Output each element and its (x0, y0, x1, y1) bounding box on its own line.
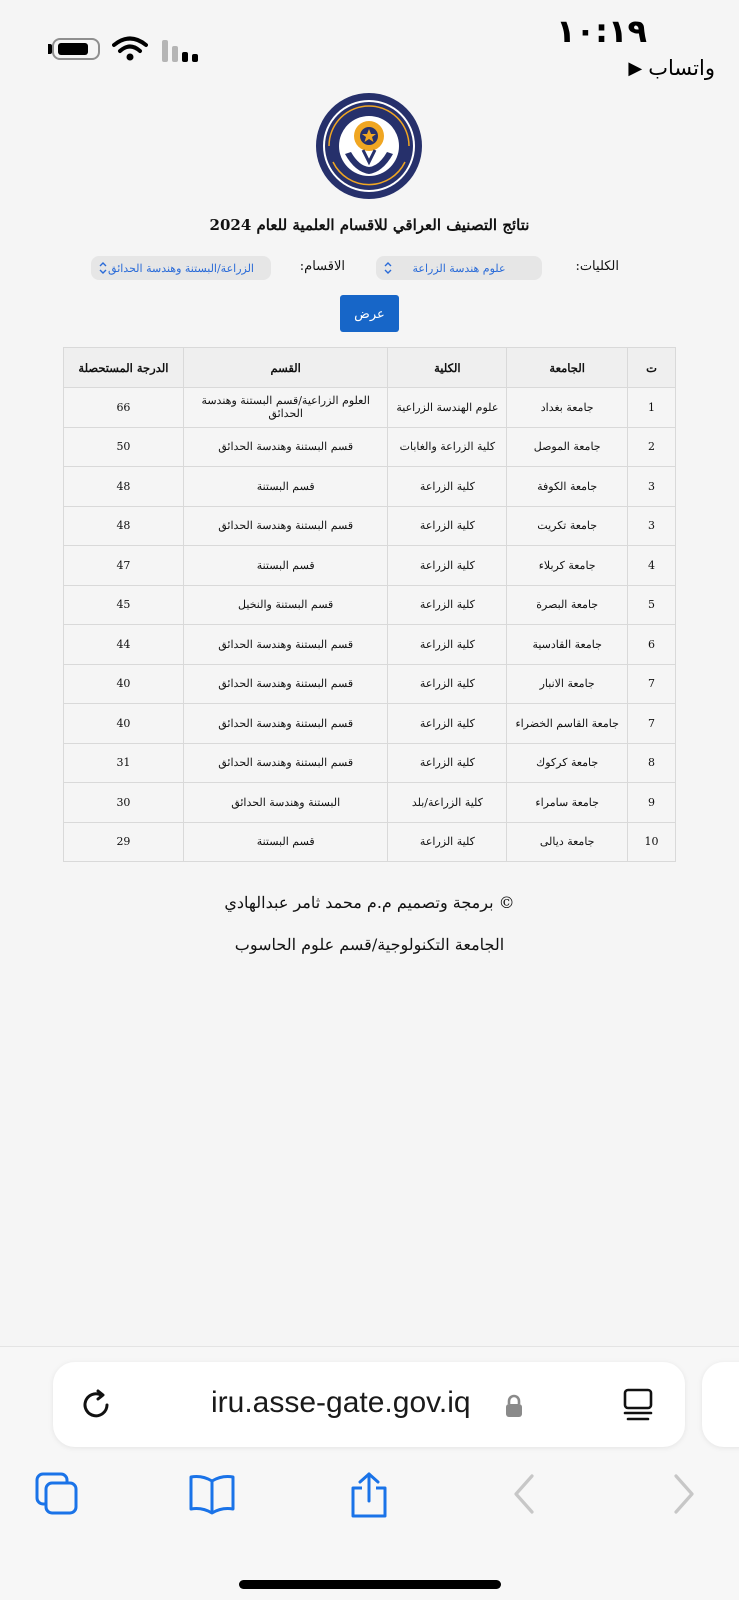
cell-rank: 7 (628, 704, 676, 744)
cell-score: 47 (64, 546, 184, 586)
cell-college: كلية الزراعة (388, 546, 507, 586)
cell-college: كلية الزراعة (388, 743, 507, 783)
cell-rank: 7 (628, 664, 676, 704)
cell-university: جامعة القاسم الخضراء (507, 704, 628, 744)
tabs-icon[interactable] (34, 1471, 80, 1517)
table-row (64, 743, 676, 783)
cell-department: العلوم الزراعية/قسم البستنة وهندسة الحدائق (183, 388, 388, 428)
cell-university: جامعة الموصل (507, 427, 628, 467)
url-text[interactable]: iru.asse-gate.gov.iq (211, 1386, 471, 1419)
table-row (64, 506, 676, 546)
status-bar (0, 0, 739, 90)
header-rank: ت (628, 348, 676, 388)
back-chevron-icon[interactable] (510, 1471, 538, 1517)
cell-score: 50 (64, 427, 184, 467)
battery-icon (52, 38, 100, 60)
table-row (64, 704, 676, 744)
table-row (64, 664, 676, 704)
cell-rank: 5 (628, 585, 676, 625)
cell-college: كلية الزراعة (388, 625, 507, 665)
cell-department: قسم البستنة (183, 467, 388, 507)
cell-score: 48 (64, 467, 184, 507)
share-icon[interactable] (349, 1471, 389, 1519)
cell-college: كلية الزراعة والغابات (388, 427, 507, 467)
table-row (64, 388, 676, 428)
cell-score: 40 (64, 664, 184, 704)
cell-college: كلية الزراعة (388, 467, 507, 507)
address-bar[interactable] (53, 1362, 685, 1447)
table-row (64, 467, 676, 507)
table-row (64, 822, 676, 862)
cell-score: 31 (64, 743, 184, 783)
reload-icon[interactable] (79, 1388, 113, 1422)
cell-score: 66 (64, 388, 184, 428)
colleges-select-value: علوم هندسة الزراعة (412, 261, 506, 275)
departments-select-value: الزراعة/البستنة وهندسة الحدائق (108, 261, 254, 275)
cell-department: قسم البستنة (183, 546, 388, 586)
cell-rank: 2 (628, 427, 676, 467)
play-arrow-icon: ▶ (628, 57, 643, 79)
cell-college: كلية الزراعة (388, 664, 507, 704)
cell-university: جامعة القادسية (507, 625, 628, 665)
cell-score: 44 (64, 625, 184, 665)
cell-university: جامعة تكريت (507, 506, 628, 546)
colleges-select[interactable] (376, 256, 542, 280)
iraqi-ranking-logo (315, 92, 423, 200)
footer-university: الجامعة التكنولوجية/قسم علوم الحاسوب (234, 935, 505, 954)
cell-department: قسم البستنة وهندسة الحدائق (183, 427, 388, 467)
back-to-app-link[interactable] (628, 56, 715, 80)
browser-toolbar (0, 1346, 739, 1600)
page-title: نتائج التصنيف العراقي للاقسام العلمية للعام 2024 (209, 216, 530, 234)
cell-university: جامعة البصرة (507, 585, 628, 625)
lock-icon (505, 1394, 523, 1418)
colleges-label: الكليات: (575, 259, 619, 274)
cell-university: جامعة سامراء (507, 783, 628, 823)
forward-chevron-icon[interactable] (670, 1471, 698, 1517)
status-time: ١٠:١٩ (556, 12, 647, 50)
header-score: الدرجة المستحصلة (64, 348, 184, 388)
cellular-signal-icon (158, 38, 200, 62)
cell-score: 30 (64, 783, 184, 823)
cell-department: قسم البستنة وهندسة الحدائق (183, 743, 388, 783)
cell-score: 29 (64, 822, 184, 862)
select-chevron-icon (384, 261, 392, 275)
table-row (64, 625, 676, 665)
cell-score: 48 (64, 506, 184, 546)
battery-tip (48, 44, 52, 54)
cell-department: قسم البستنة وهندسة الحدائق (183, 664, 388, 704)
cell-score: 40 (64, 704, 184, 744)
cell-rank: 4 (628, 546, 676, 586)
table-row (64, 585, 676, 625)
cell-university: جامعة ديالى (507, 822, 628, 862)
cell-college: كلية الزراعة (388, 822, 507, 862)
cell-college: كلية الزراعة/بلد (388, 783, 507, 823)
bookmarks-icon[interactable] (188, 1471, 236, 1517)
cell-rank: 3 (628, 506, 676, 546)
cell-rank: 10 (628, 822, 676, 862)
table-row (64, 783, 676, 823)
cell-college: كلية الزراعة (388, 585, 507, 625)
cell-college: كلية الزراعة (388, 704, 507, 744)
header-department: القسم (183, 348, 388, 388)
show-button[interactable]: عرض (340, 295, 399, 332)
departments-label: الاقسام: (299, 259, 345, 274)
header-college: الكلية (388, 348, 507, 388)
cell-department: البستنة وهندسة الحدائق (183, 783, 388, 823)
next-tab-preview[interactable] (702, 1362, 739, 1447)
cell-university: جامعة الانبار (507, 664, 628, 704)
footer-credit: © برمجة وتصميم م.م محمد ثامر عبدالهادي (224, 893, 515, 912)
cell-department: قسم البستنة وهندسة الحدائق (183, 506, 388, 546)
cell-rank: 1 (628, 388, 676, 428)
home-indicator[interactable] (239, 1580, 501, 1589)
select-chevron-icon (99, 261, 107, 275)
wifi-icon (112, 36, 148, 62)
table-row (64, 427, 676, 467)
cell-rank: 3 (628, 467, 676, 507)
page-menu-icon[interactable] (622, 1388, 654, 1422)
cell-university: جامعة بغداد (507, 388, 628, 428)
cell-department: قسم البستنة والنخيل (183, 585, 388, 625)
departments-select[interactable] (91, 256, 271, 280)
back-app-label: واتساب (648, 56, 715, 80)
cell-score: 45 (64, 585, 184, 625)
results-table (63, 347, 676, 862)
cell-department: قسم البستنة (183, 822, 388, 862)
cell-university: جامعة كربلاء (507, 546, 628, 586)
cell-college: علوم الهندسة الزراعية (388, 388, 507, 428)
cell-rank: 6 (628, 625, 676, 665)
table-header-row (64, 348, 676, 388)
cell-department: قسم البستنة وهندسة الحدائق (183, 625, 388, 665)
cell-rank: 9 (628, 783, 676, 823)
header-university: الجامعة (507, 348, 628, 388)
cell-rank: 8 (628, 743, 676, 783)
cell-department: قسم البستنة وهندسة الحدائق (183, 704, 388, 744)
table-row (64, 546, 676, 586)
cell-college: كلية الزراعة (388, 506, 507, 546)
cell-university: جامعة الكوفة (507, 467, 628, 507)
cell-university: جامعة كركوك (507, 743, 628, 783)
